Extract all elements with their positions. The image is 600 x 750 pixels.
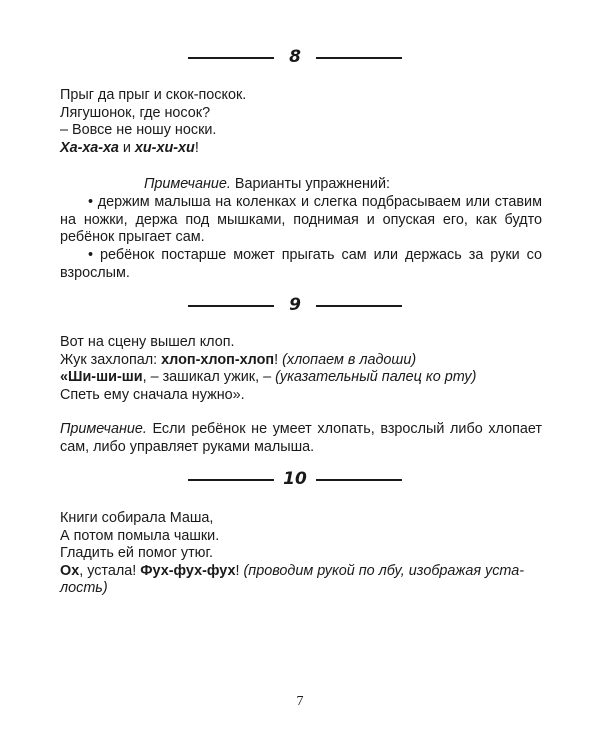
section-8-divider bbox=[0, 45, 600, 69]
note-bullet: • ребёнок постарше может прыгать сам или держась за руки со взрослым. bbox=[60, 247, 542, 281]
note-intro bbox=[60, 176, 542, 194]
section-number: 10 bbox=[283, 469, 307, 489]
verse-line bbox=[60, 140, 540, 158]
verse-10 bbox=[60, 510, 540, 598]
section-number: 8 bbox=[289, 47, 301, 67]
note-label: Примечание. bbox=[60, 421, 147, 437]
verse-text: ! bbox=[235, 562, 244, 579]
action-hint: (проводим рукой по лбу, изображая уста- bbox=[243, 562, 525, 579]
verse-text: , – зашикал ужик, – bbox=[142, 369, 276, 385]
verse-text: , устала! bbox=[79, 562, 141, 579]
verse-line bbox=[60, 352, 540, 370]
divider-line-left bbox=[188, 305, 274, 307]
verse-line bbox=[60, 563, 540, 581]
note-8 bbox=[60, 176, 542, 283]
divider-line-left bbox=[188, 57, 274, 59]
action-hint: (хлопаем в ладоши) bbox=[282, 351, 417, 368]
verse-line: Прыг да прыг и скок-поскок. bbox=[60, 87, 247, 103]
verse-line: А потом помыла чашки. bbox=[60, 527, 220, 544]
verse-text: Жук захлопал: bbox=[60, 351, 162, 368]
section-9-divider bbox=[0, 293, 600, 317]
section-10-divider bbox=[0, 467, 600, 491]
verse-text: ! bbox=[274, 351, 283, 368]
verse-9 bbox=[60, 334, 540, 404]
verse-line: Лягушонок, где носок? bbox=[60, 104, 211, 121]
verse-line bbox=[60, 369, 540, 387]
verse-text: и bbox=[118, 139, 135, 156]
sound-text: Ох bbox=[60, 562, 80, 579]
verse-line: Гладить ей помог утюг. bbox=[60, 545, 213, 561]
verse-line: Спеть ему сначала нужно». bbox=[60, 386, 245, 403]
section-number: 9 bbox=[289, 295, 301, 315]
sound-text: хлоп-хлоп-хлоп bbox=[161, 351, 275, 368]
note-text: Варианты упражнений: bbox=[230, 176, 390, 192]
verse-text: ! bbox=[194, 139, 199, 156]
divider-line-left bbox=[188, 479, 274, 481]
verse-8 bbox=[60, 87, 540, 157]
page-number: 7 bbox=[296, 694, 304, 709]
laugh-text: хи-хи-хи bbox=[134, 139, 195, 156]
divider-line-right bbox=[316, 57, 402, 59]
note-9 bbox=[60, 421, 542, 457]
note-text: Если ребёнок не умеет хлопать, взрослый либо хлопает сам, либо управляет руками малыша. bbox=[60, 421, 542, 455]
action-hint: (указательный палец ко рту) bbox=[275, 369, 477, 385]
divider-line-right bbox=[316, 305, 402, 307]
note-bullet: • держим малыша на коленках и слегка подбрасываем или ставим на ножки, держа под мышками, поднимая и опуская его, как будто ребёнок прыгает сам. bbox=[60, 193, 542, 246]
sound-text: «Ши-ши-ши bbox=[60, 369, 143, 385]
sound-text: Фух-фух-фух bbox=[140, 562, 236, 579]
note-label: Примечание. bbox=[144, 176, 231, 192]
verse-line: лость) bbox=[60, 580, 108, 596]
verse-line: – Вовсе не ношу носки. bbox=[60, 122, 217, 138]
verse-line: Вот на сцену вышел клоп. bbox=[60, 334, 235, 350]
verse-line: Книги собирала Маша, bbox=[60, 510, 214, 526]
divider-line-right bbox=[316, 479, 402, 481]
laugh-text: Ха-ха-ха bbox=[60, 139, 119, 156]
note-paragraph bbox=[60, 421, 542, 457]
